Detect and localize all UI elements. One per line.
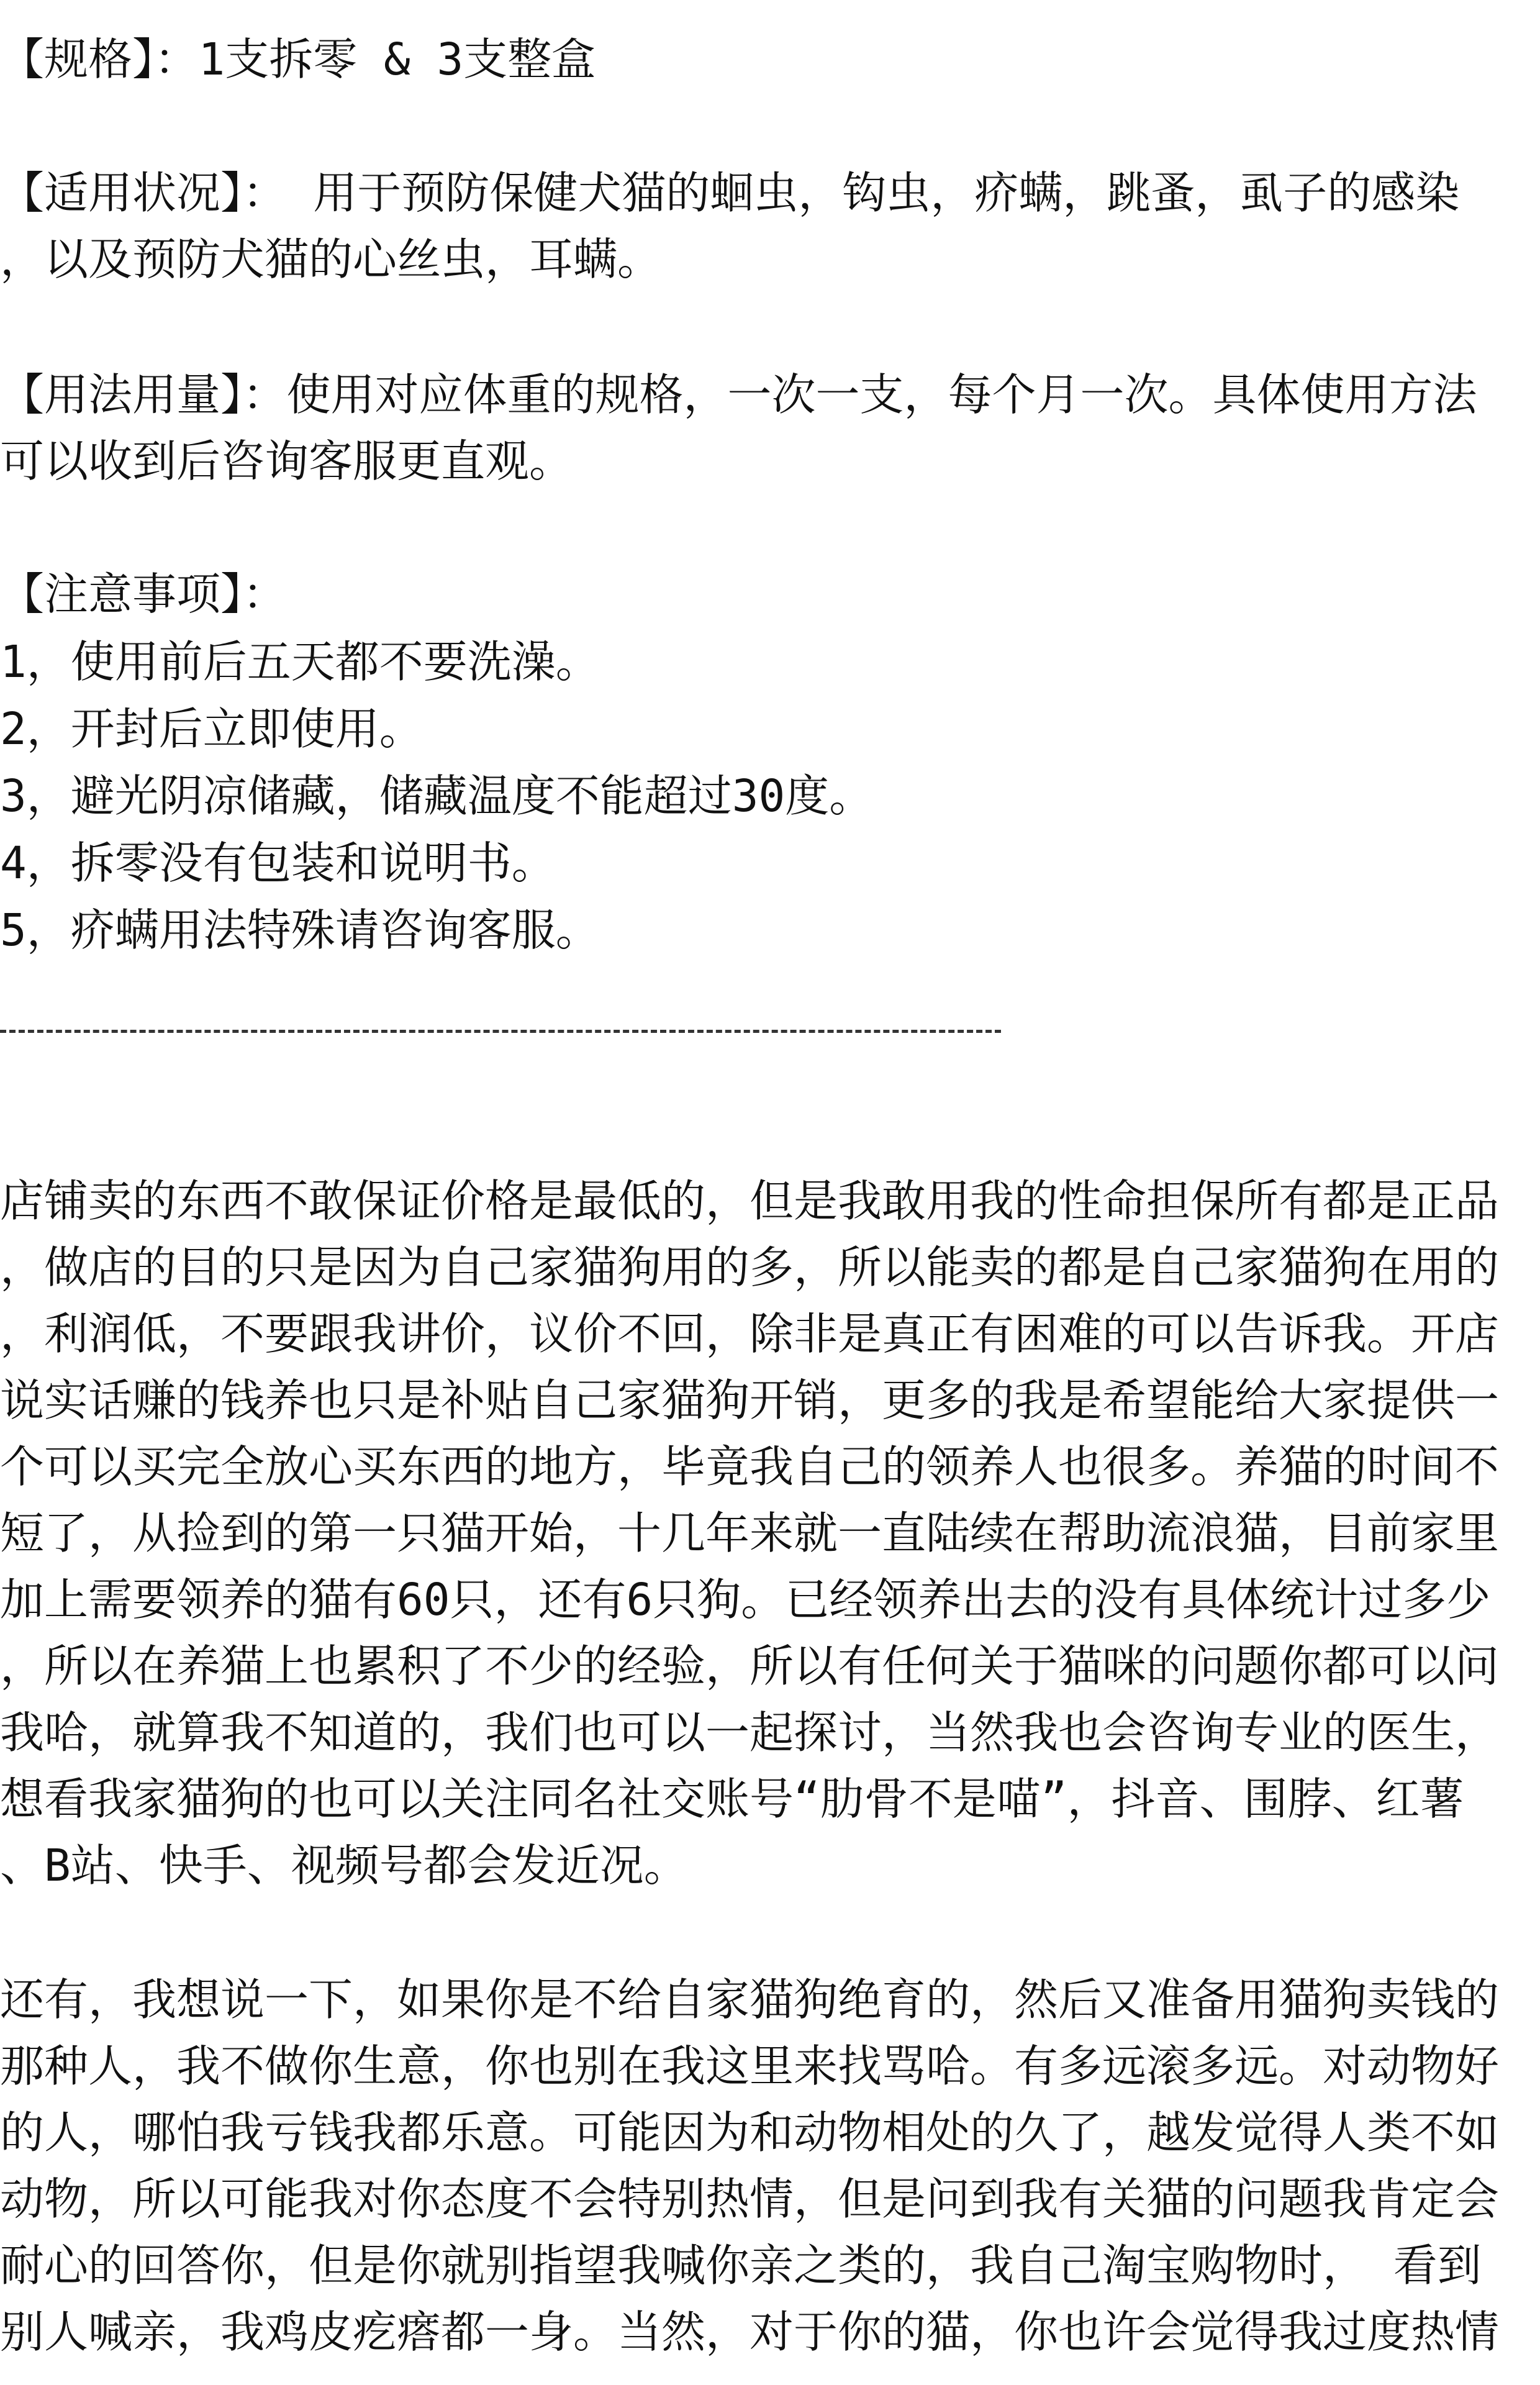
- usage-situation-line-1: 【适用状况】： 用于预防保健犬猫的蛔虫，钩虫，疥螨，跳蚤，虱子的感染: [0, 167, 1460, 219]
- shop-story-line: 想看我家猫狗的也可以关注同名社交账号“肋骨不是喵”，抖音、围脖、红薯: [0, 1773, 1464, 1825]
- notes-item: 1，使用前后五天都不要洗澡。: [0, 636, 600, 688]
- shop-story-line: 、B站、快手、视频号都会发近况。: [0, 1840, 688, 1891]
- usage-situation-line-2: ，以及预防犬猫的心丝虫，耳螨。: [0, 234, 662, 285]
- notes-item: 5，疥螨用法特殊请咨询客服。: [0, 904, 600, 956]
- notes-item: 3，避光阴凉储藏，储藏温度不能超过30度。: [0, 770, 874, 822]
- shop-attitude-line: 耐心的回答你，但是你就别指望我喊你亲之类的，我自己淘宝购物时， 看到: [0, 2240, 1482, 2291]
- dosage-line-2: 可以收到后咨询客服更直观。: [0, 435, 574, 487]
- shop-story-line: 加上需要领养的猫有60只，还有6只狗。已经领养出去的没有具体统计过多少: [0, 1574, 1491, 1625]
- shop-story-line: 个可以买完全放心买东西的地方，毕竟我自己的领养人也很多。养猫的时间不: [0, 1441, 1500, 1492]
- section-divider: [0, 1030, 1001, 1033]
- notes-item: 4，拆零没有包装和说明书。: [0, 837, 556, 889]
- shop-story-line: ，做店的目的只是因为自己家猫狗用的多，所以能卖的都是自己家猫狗在用的: [0, 1242, 1500, 1293]
- shop-story-line: ，所以在养猫上也累积了不少的经验，所以有任何关于猫咪的问题你都可以问: [0, 1640, 1500, 1692]
- shop-story-line: 说实话赚的钱养也只是补贴自己家猫狗开销，更多的我是希望能给大家提供一: [0, 1374, 1500, 1426]
- shop-story-line: ，利润低，不要跟我讲价，议价不回，除非是真正有困难的可以告诉我。开店: [0, 1308, 1500, 1360]
- shop-attitude-line: 动物，所以可能我对你态度不会特别热情，但是问到我有关猫的问题我肯定会: [0, 2173, 1500, 2225]
- dosage-line-1: 【用法用量】：使用对应体重的规格，一次一支，每个月一次。具体使用方法: [0, 369, 1477, 420]
- notes-item: 2，开封后立即使用。: [0, 703, 424, 755]
- shop-attitude-line: 那种人，我不做你生意，你也别在我这里来找骂哈。有多远滚多远。对动物好: [0, 2040, 1500, 2092]
- shop-attitude-line: 还有，我想说一下，如果你是不给自家猫狗绝育的，然后又准备用猫狗卖钱的: [0, 1974, 1500, 2025]
- shop-story-line: 店铺卖的东西不敢保证价格是最低的，但是我敢用我的性命担保所有都是正品: [0, 1175, 1500, 1227]
- shop-attitude-line: 的人，哪怕我亏钱我都乐意。可能因为和动物相处的久了，越发觉得人类不如: [0, 2107, 1500, 2158]
- shop-story-line: 我哈，就算我不知道的，我们也可以一起探讨，当然我也会咨询专业的医生，: [0, 1707, 1500, 1758]
- shop-attitude-line: 别人喊亲，我鸡皮疙瘩都一身。当然，对于你的猫，你也许会觉得我过度热情: [0, 2306, 1500, 2358]
- spec-line: 【规格】：1支拆零 & 3支整盒: [0, 34, 596, 85]
- shop-story-line: 短了，从捡到的第一只猫开始，十几年来就一直陆续在帮助流浪猫，目前家里: [0, 1507, 1500, 1559]
- notes-heading: 【注意事项】：: [0, 568, 287, 620]
